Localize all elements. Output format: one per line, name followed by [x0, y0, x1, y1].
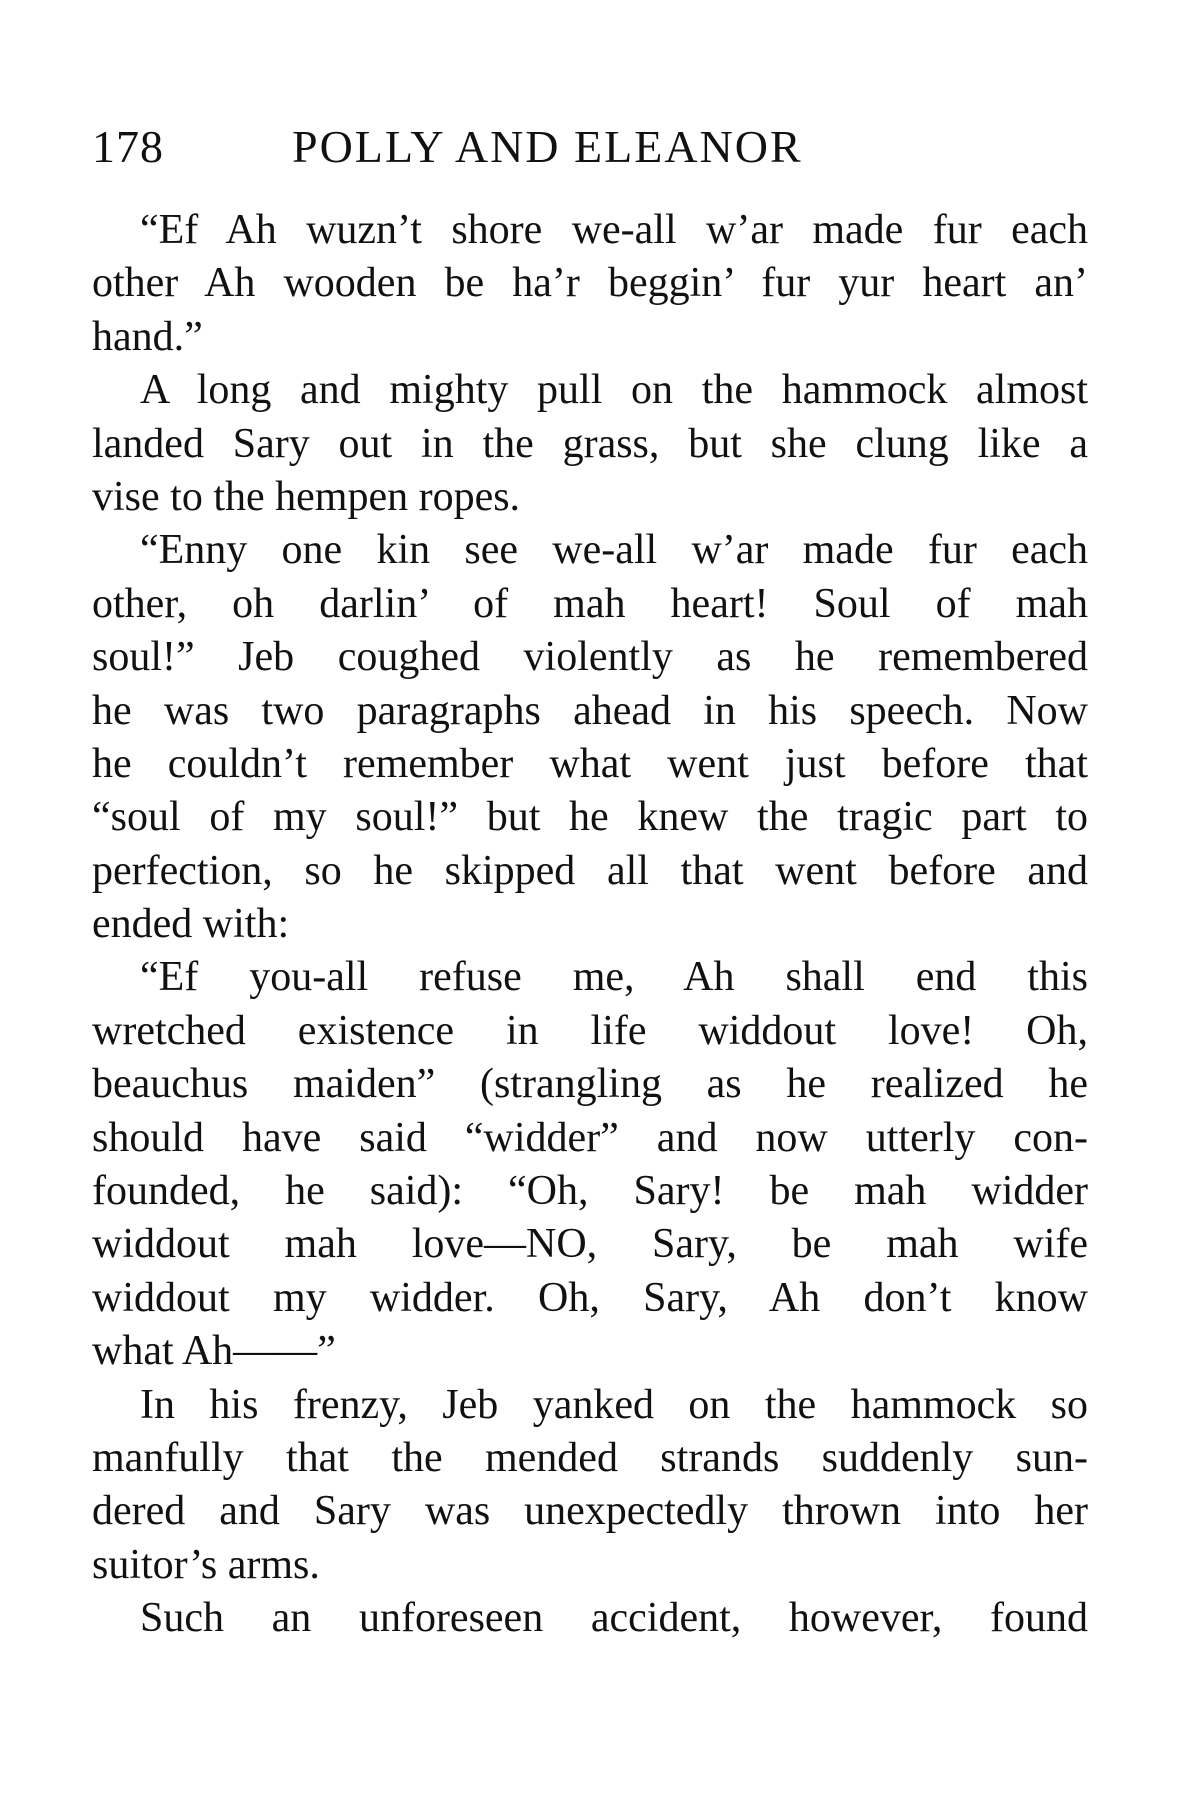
text-line: other Ah wooden be ha’r beggin’ fur yur heart an’	[92, 260, 1088, 307]
text-line: should have said “widder” and now utterly con-	[92, 1114, 1088, 1161]
body-text	[92, 204, 1088, 1646]
text-line: founded, he said): “Oh, Sary! be mah widder	[92, 1168, 1088, 1215]
text-line: “Ef Ah wuzn’t shore we-all w’ar made fur each	[140, 207, 1088, 253]
text-line: wretched existence in life widdout love! Oh,	[92, 1007, 1088, 1054]
text-line: beauchus maiden” (strangling as he realized he	[92, 1061, 1088, 1108]
text-line: what Ah——”	[92, 1328, 336, 1375]
text-line: he was two paragraphs ahead in his speech. Now	[92, 687, 1088, 734]
text-line: dered and Sary was unexpectedly thrown into her	[92, 1488, 1088, 1535]
text-line: he couldn’t remember what went just before that	[92, 740, 1088, 787]
text-line: landed Sary out in the grass, but she clung like a	[92, 420, 1088, 467]
text-line: manfully that the mended strands suddenly sun-	[92, 1434, 1088, 1481]
text-line: hand.”	[92, 313, 203, 360]
text-line: vise to the hempen ropes.	[92, 473, 521, 520]
text-line: ended with:	[92, 901, 290, 948]
page-number: 178	[92, 121, 164, 172]
text-line: Such an unforeseen accident, however, found	[140, 1595, 1088, 1642]
text-line: “Enny one kin see we-all w’ar made fur each	[140, 527, 1088, 574]
text-line: “Ef you-all refuse me, Ah shall end this	[140, 954, 1088, 1001]
text-line: widdout my widder. Oh, Sary, Ah don’t know	[92, 1274, 1088, 1321]
text-line: A long and mighty pull on the hammock almost	[140, 367, 1088, 414]
text-line: perfection, so he skipped all that went before and	[92, 847, 1088, 894]
text-line: soul!” Jeb coughed violently as he remembered	[92, 634, 1088, 681]
text-line: suitor’s arms.	[92, 1541, 320, 1588]
page-header	[92, 112, 1092, 182]
running-title: POLLY AND ELEANOR	[292, 121, 803, 172]
text-line: “soul of my soul!” but he knew the tragic part to	[92, 794, 1088, 841]
text-line: other, oh darlin’ of mah heart! Soul of mah	[92, 580, 1088, 627]
text-line: In his frenzy, Jeb yanked on the hammock so	[140, 1381, 1088, 1428]
text-line: widdout mah love—NO, Sary, be mah wife	[92, 1221, 1088, 1268]
